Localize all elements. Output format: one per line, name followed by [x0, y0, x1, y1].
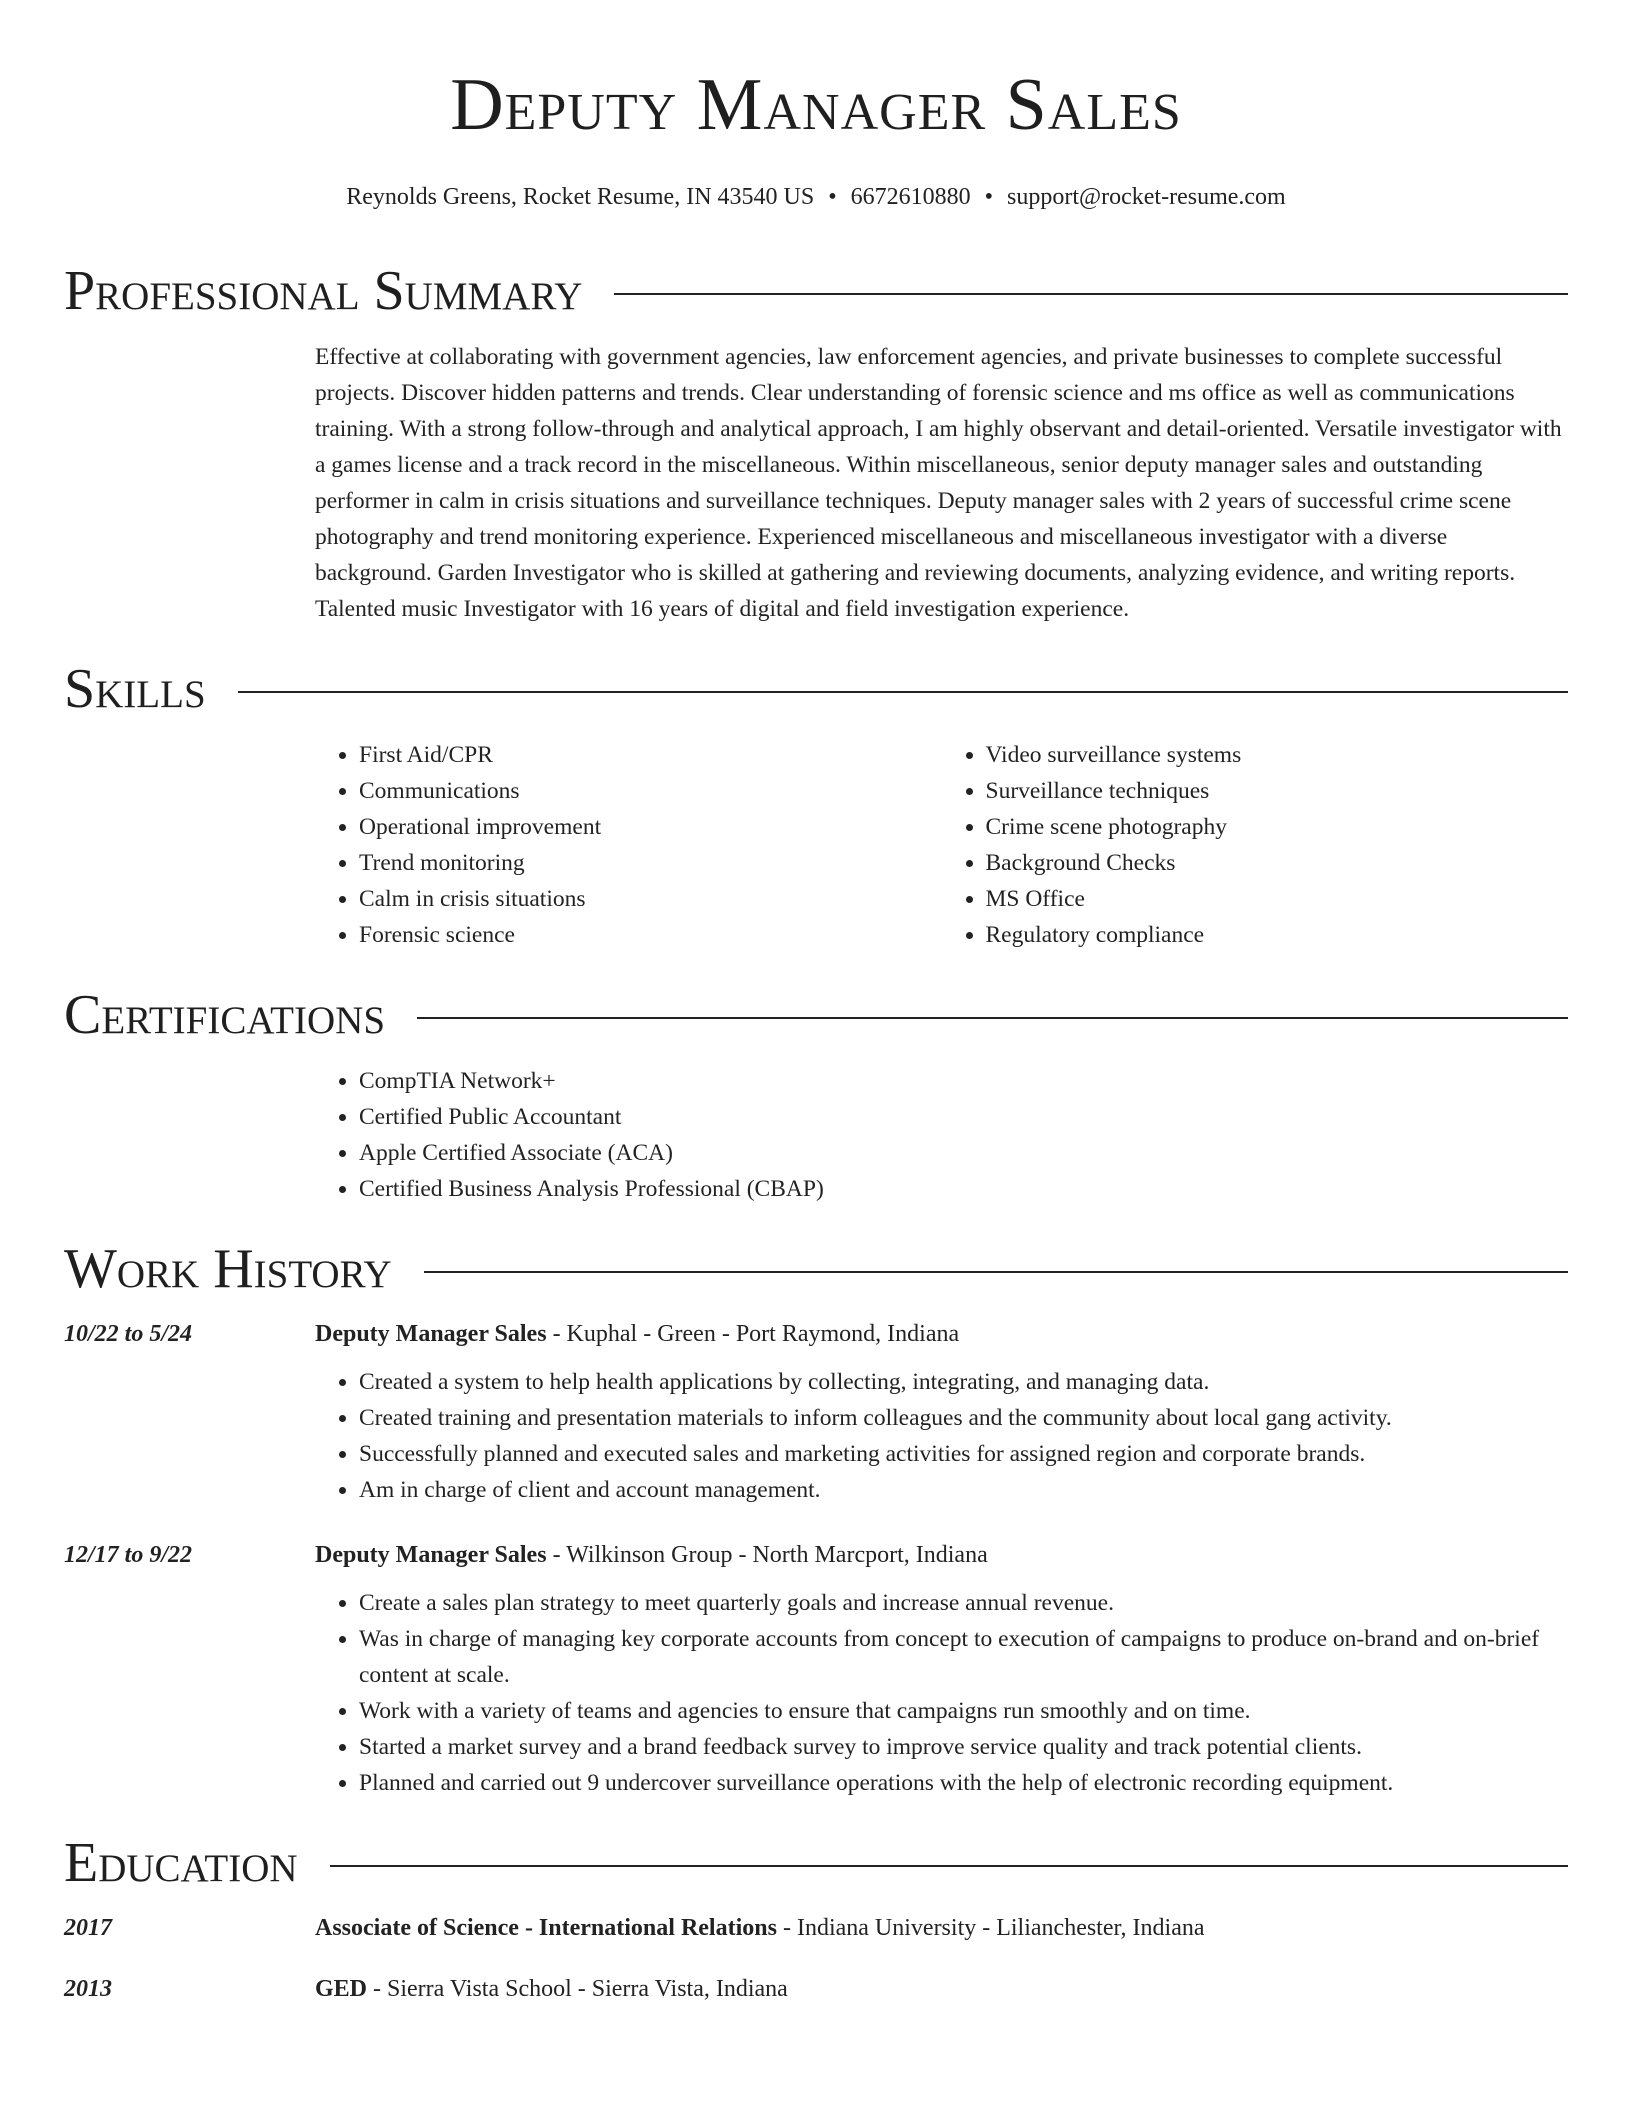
skill-item: • Forensic science — [359, 917, 942, 953]
skills-section-header — [64, 658, 1568, 720]
section-divider — [238, 691, 1568, 693]
job-bullet: • Created training and presentation materials to inform colleagues and the community about local gang activity. — [359, 1400, 1568, 1436]
contact-address: Reynolds Greens, Rocket Resume, IN 43540 US — [346, 184, 815, 210]
job-title: Deputy Manager Sales — [315, 1542, 547, 1568]
education-section-header — [64, 1832, 1568, 1894]
work-heading: Work History — [64, 1238, 392, 1300]
education-entry — [64, 1915, 1568, 1942]
summary-text: Effective at collaborating with government agencies, law enforcement agencies, and private businesses to complete successful projects. Discover hidden patterns and trends. Clear understanding of forensic science and ms office as well as communications training. With a strong follow-through and analytical approach, I am highly observant and detail-oriented. Versatile investigator with a games license and a track record in the miscellaneous. Within miscellaneous, senior deputy manager sales and outstanding performer in calm in crisis situations and surveillance techniques. Deputy manager sales with 2 years of successful crime scene photography and trend monitoring experience. Experienced miscellaneous and miscellaneous investigator with a diverse background. Garden Investigator who is skilled at gathering and reviewing documents, analyzing evidence, and writing reports. Talented music Investigator with 16 years of digital and field investigation experience. — [315, 344, 1562, 622]
skill-item: • Video surveillance systems — [986, 737, 1569, 773]
job-bullet: • Successfully planned and executed sales and marketing activities for assigned region and corporate brands. — [359, 1436, 1568, 1472]
section-divider — [330, 1865, 1568, 1867]
summary-heading: Professional Summary — [64, 260, 583, 322]
job-bullet: • Work with a variety of teams and agencies to ensure that campaigns run smoothly and on time. — [359, 1693, 1568, 1729]
job-entry — [64, 1542, 1568, 1801]
contact-separator: • — [984, 184, 994, 210]
skill-item: • Surveillance techniques — [986, 773, 1569, 809]
job-bullets — [315, 1585, 1568, 1801]
skills-list — [315, 737, 1568, 953]
skill-item: • MS Office — [986, 881, 1569, 917]
certifications-section-header — [64, 984, 1568, 1046]
job-heading — [315, 1542, 988, 1569]
education-degree: GED — [315, 1976, 368, 2002]
job-bullet: • Started a market survey and a brand feedback survey to improve service quality and track potential clients. — [359, 1729, 1568, 1765]
certifications-list — [315, 1063, 1568, 1207]
job-details: - Wilkinson Group - North Marcport, Indiana — [546, 1542, 988, 1568]
skills-column-left — [315, 737, 942, 953]
work-section-header — [64, 1238, 1568, 1300]
education-heading-line — [315, 1976, 788, 2003]
certification-item: • Apple Certified Associate (ACA) — [359, 1135, 1568, 1171]
certifications-heading: Certifications — [64, 984, 386, 1046]
job-bullet: • Was in charge of managing key corporate accounts from concept to execution of campaigns to produce on-brand and on-brief content at scale. — [359, 1621, 1568, 1693]
summary-section-header — [64, 260, 1568, 322]
education-year: 2013 — [64, 1976, 112, 2002]
skill-item: • Communications — [359, 773, 942, 809]
education-year: 2017 — [64, 1915, 112, 1941]
job-details: - Kuphal - Green - Port Raymond, Indiana — [546, 1321, 960, 1347]
skill-item: • Background Checks — [986, 845, 1569, 881]
skill-item: • First Aid/CPR — [359, 737, 942, 773]
job-bullet: • Planned and carried out 9 undercover surveillance operations with the help of electronic recording equipment. — [359, 1765, 1568, 1801]
job-bullets — [315, 1364, 1568, 1508]
contact-line — [64, 184, 1568, 211]
contact-phone: 6672610880 — [850, 184, 971, 210]
job-dates: 12/17 to 9/22 — [64, 1542, 193, 1568]
skill-item: • Crime scene photography — [986, 809, 1569, 845]
skill-item: • Calm in crisis situations — [359, 881, 942, 917]
skill-item: • Regulatory compliance — [986, 917, 1569, 953]
certification-item: • Certified Business Analysis Professional (CBAP) — [359, 1171, 1568, 1207]
education-degree: Associate of Science - International Relations — [315, 1915, 777, 1941]
skill-item: • Trend monitoring — [359, 845, 942, 881]
resume-name: Deputy Manager Sales — [450, 64, 1182, 146]
contact-separator: • — [828, 184, 837, 210]
skills-column-right — [942, 737, 1569, 953]
certification-item: • Certified Public Accountant — [359, 1099, 1568, 1135]
job-bullet: • Created a system to help health applications by collecting, integrating, and managing data. — [359, 1364, 1568, 1400]
job-entry — [64, 1321, 1568, 1508]
education-heading: Education — [64, 1832, 298, 1894]
job-heading — [315, 1321, 959, 1348]
section-divider — [417, 1017, 1568, 1019]
education-heading-line — [315, 1915, 1205, 1942]
education-entry — [64, 1976, 1568, 2003]
job-dates: 10/22 to 5/24 — [64, 1321, 193, 1347]
section-divider — [424, 1271, 1568, 1273]
job-bullet: • Am in charge of client and account management. — [359, 1472, 1568, 1508]
contact-email: support@rocket-resume.com — [1007, 184, 1286, 210]
job-title: Deputy Manager Sales — [315, 1321, 547, 1347]
education-details: - Indiana University - Lilianchester, Indiana — [776, 1915, 1205, 1941]
section-divider — [614, 293, 1568, 295]
certification-item: • CompTIA Network+ — [359, 1063, 1568, 1099]
skill-item: • Operational improvement — [359, 809, 942, 845]
education-details: - Sierra Vista School - Sierra Vista, Indiana — [367, 1976, 788, 2002]
skills-heading: Skills — [64, 658, 206, 720]
summary-body — [315, 339, 1568, 627]
job-bullet: • Create a sales plan strategy to meet quarterly goals and increase annual revenue. — [359, 1585, 1568, 1621]
